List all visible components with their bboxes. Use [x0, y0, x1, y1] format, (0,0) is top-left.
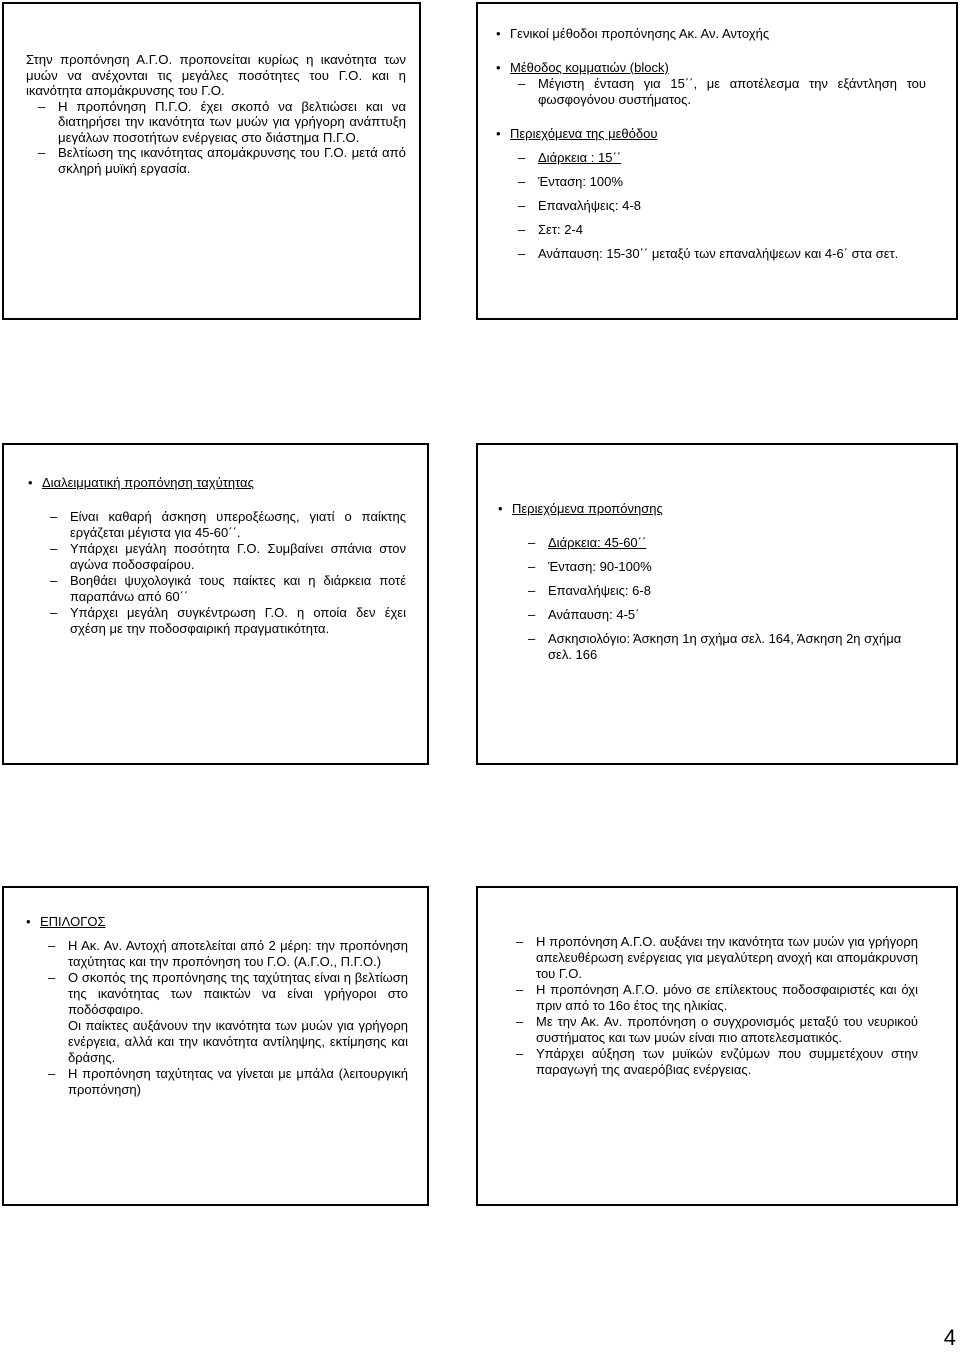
slide-3-dash-item: – Υπάρχει μεγάλη ποσότητα Γ.Ο. Συμβαίνει σπάνια στον αγώνα ποδοσφαίρου. — [28, 541, 406, 573]
slide-2-bullet-method-contents: • Περιεχόμενα της μεθόδου — [496, 126, 926, 142]
slide-5-dash-item: – Η προπόνηση ταχύτητας να γίνεται με μπάλα (λειτουργική προπόνηση) — [26, 1066, 408, 1098]
slide-1 — [2, 2, 421, 320]
slide-2-bullet-block-method: • Μέθοδος κομματιών (block) — [496, 60, 926, 76]
slide-1-paragraph: Στην προπόνηση Α.Γ.Ο. προπονείται κυρίως η ικανότητα των μυών να ανέχονται τις μεγάλες ποσότητες του Γ.Ο. και η ικανότητα απομάκρυνσης του Γ.Ο. — [26, 52, 406, 98]
slide-5-dash-item: – Ο σκοπός της προπόνησης της ταχύτητας είναι η βελτίωση της ικανότητας των παικτών να είναι γρήγοροι στο ποδόσφαιρο. — [26, 970, 408, 1018]
slide-4-detail-intensity: – Ένταση: 90-100% — [498, 559, 918, 575]
slide-6 — [476, 886, 958, 1206]
slide-5-paragraph: Οι παίκτες αυξάνουν την ικανότητα των μυών για γρήγορη ενέργεια, αλλά και την ικανότητα αντίληψης, εκτίμησης και δράσης. — [68, 1018, 408, 1065]
slide-3-dash-item: – Βοηθάει ψυχολογικά τους παίκτες και η διάρκεια ποτέ παραπάνω από 60΄΄ — [28, 573, 406, 605]
slide-4-detail-text: Διάρκεια: 45-60΄΄ — [548, 535, 647, 550]
slide-4-detail-rest: – Ανάπαυση: 4-5΄ — [498, 607, 918, 623]
slide-3-dash-item: – Υπάρχει μεγάλη συγκέντρωση Γ.Ο. η οποία δεν έχει σχέση με την ποδοσφαιρική πραγματικότητα. — [28, 605, 406, 637]
slide-2-detail-repetitions: – Επαναλήψεις: 4-8 — [496, 198, 926, 214]
slide-3-dash-item: – Είναι καθαρή άσκηση υπεροξέωσης, γιατί ο παίκτης εργάζεται μέγιστα για 45-60΄΄. — [28, 509, 406, 541]
slide-4 — [476, 443, 958, 765]
slide-5-dash-item: – Η Ακ. Αν. Αντοχή αποτελείται από 2 μέρη: την προπόνηση ταχύτητας και την προπόνηση του Γ.Ο. (Α.Γ.Ο., Π.Γ.Ο.) — [26, 938, 408, 970]
slide-2-detail-text: Διάρκεια : 15΄΄ — [538, 150, 622, 165]
slide-2-block-description: – Μέγιστη ένταση για 15΄΄, με αποτέλεσμα την εξάντληση του φωσφογόνου συστήματος. — [496, 76, 926, 108]
slide-4-detail-duration — [498, 535, 918, 551]
slide-1-dash-item: – Βελτίωση της ικανότητας απομάκρυνσης του Γ.Ο. μετά από σκληρή μυϊκή εργασία. — [26, 145, 406, 176]
slide-4-detail-repetitions: – Επαναλήψεις: 6-8 — [498, 583, 918, 599]
slide-2-detail-duration — [496, 150, 926, 166]
page-number: 4 — [943, 1325, 956, 1350]
slide-4-detail-exercises: – Ασκησιολόγιο: Άσκηση 1η σχήμα σελ. 164, Άσκηση 2η σχήμα σελ. 166 — [498, 631, 918, 663]
slide-2 — [476, 2, 958, 320]
slide-5 — [2, 886, 429, 1206]
slide-6-dash-item: – Υπάρχει αύξηση των μυϊκών ενζύμων που συμμετέχουν στην παραγωγή της αναερόβιας ενέργειας. — [510, 1046, 918, 1078]
slide-6-dash-item: – Η προπόνηση Α.Γ.Ο. αυξάνει την ικανότητα των μυών για γρήγορη απελευθέρωση ενέργειας για μεγαλύτερη ανοχή και απομάκρυνση του Γ.Ο. — [510, 934, 918, 982]
slide-3 — [2, 443, 429, 765]
slide-4-title: • Περιεχόμενα προπόνησης — [498, 501, 918, 517]
slide-2-detail-sets: – Σετ: 2-4 — [496, 222, 926, 238]
slide-6-dash-item: – Με την Ακ. Αν. προπόνηση ο συγχρονισμός μεταξύ του νευρικού συστήματος και των μυών είναι πιο αποτελεσματικός. — [510, 1014, 918, 1046]
slide-2-detail-intensity: – Ένταση: 100% — [496, 174, 926, 190]
slide-1-dash-item: – Η προπόνηση Π.Γ.Ο. έχει σκοπό να βελτιώσει και να διατηρήσει την ικανότητα των μυών για γρήγορη ανάπτυξη μεγάλων ποσοτήτων ενέργειας στο διάστημα Π.Γ.Ο. — [26, 99, 406, 146]
slide-2-bullet-general-methods: • Γενικοί μέθοδοι προπόνησης Ακ. Αν. Αντοχής — [496, 26, 926, 42]
slide-5-title: • ΕΠΙΛΟΓΟΣ — [26, 914, 408, 930]
slide-2-detail-rest: – Ανάπαυση: 15-30΄΄ μεταξύ των επαναλήψεων και 4-6΄ στα σετ. — [496, 246, 926, 262]
slide-6-dash-item: – Η προπόνηση Α.Γ.Ο. μόνο σε επίλεκτους ποδοσφαιριστές και όχι πριν από το 16ο έτος της ηλικίας. — [510, 982, 918, 1014]
slide-3-title: • Διαλειμματική προπόνηση ταχύτητας — [28, 475, 406, 491]
